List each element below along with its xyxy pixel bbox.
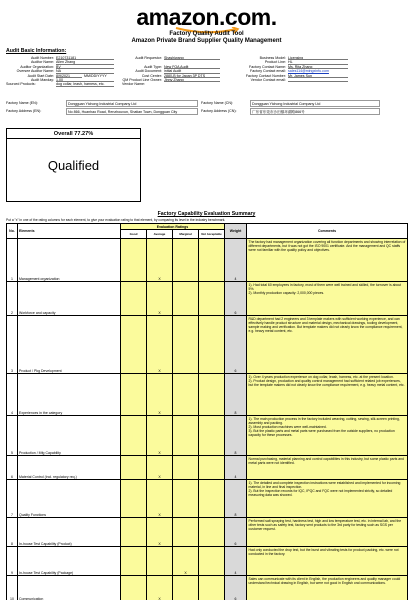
evaluation-note: Put a "x" in one of the rating columns for each element, to give your evaluation rating to that element, by comparing its level in the industry benchmark.: [6, 218, 226, 222]
rating-average-cell[interactable]: X: [147, 239, 173, 282]
row-element: Quality Functions: [18, 480, 121, 518]
rating-average-cell[interactable]: X: [147, 282, 173, 316]
info-value: NA: [56, 69, 114, 73]
row-element: Communication: [18, 576, 121, 600]
factory-address-en-label: Factory Address (EN):: [6, 109, 42, 113]
info-label: Audit Requestor:: [135, 56, 162, 60]
rating-na-cell[interactable]: [199, 374, 225, 416]
info-label: Auditor Organization:: [20, 64, 54, 69]
rating-na-cell[interactable]: [199, 416, 225, 456]
evaluation-title: Factory Capability Evaluation Summary: [157, 211, 256, 217]
info-value: initial Audit: [164, 69, 220, 73]
row-weight: 6: [225, 316, 247, 374]
header-comments: Comments: [247, 224, 408, 239]
row-number: 9: [7, 547, 18, 576]
row-element: Management organization: [18, 239, 121, 282]
rating-marginal-cell[interactable]: [173, 316, 199, 374]
rating-marginal-cell[interactable]: [173, 416, 199, 456]
rating-marginal-cell[interactable]: [173, 374, 199, 416]
header-good: Good: [121, 230, 147, 239]
row-comment[interactable]: 1). The detailed and complete inspection instructions were established and implemented for incoming material, in line and final inspection. 2). But the inspection records for IQC, IPQC and FQC were not implemented strictly, so detailed measuring data was showed.: [247, 480, 408, 518]
info-value: 2880-B for Japan 3P DTS: [164, 74, 220, 78]
rating-marginal-cell[interactable]: [173, 518, 199, 547]
rating-average-cell[interactable]: X: [147, 456, 173, 480]
factory-name-en: Dongguan Yichong Industrial Company Ltd: [66, 100, 198, 107]
rating-marginal-cell[interactable]: [173, 239, 199, 282]
factory-address-en: No 866, Huanhao Road, Renzhouxun, Shatian Town, Dongguan City: [66, 108, 198, 115]
table-row: [7, 518, 408, 547]
row-element: Workforce and capacity: [18, 282, 121, 316]
row-number: 5: [7, 416, 18, 456]
info-value: New FQA Audit: [164, 65, 220, 69]
row-comment[interactable]: 1). The main production process in the factory included weaving, cutting, sewing, silk-screen printing, assembly and packing. 2). Most production machines were well-maintained. 3). But the plastic parts and metal parts were purchased from the outside suppliers, no production capacity for these processes.: [247, 416, 408, 456]
row-comment[interactable]: The factory had management organization covering all function departments and showing interrelation of different departments, but it was not got the ISO 9001 certificate. And the management and QC staffs were not familiar with the quality policy and objectives.: [247, 239, 408, 282]
info-value: Jinny Zhang: [164, 78, 220, 82]
header-not-acceptable: Not Acceptable: [199, 230, 225, 239]
row-comment[interactable]: Sales can communicate with its client in English, the production engineers and quality manager could understand technical drawing in English, but were not good in English oral communications.: [247, 576, 408, 600]
basic-info-heading: Audit Basic Information:: [6, 48, 67, 54]
contact-email-link[interactable]: sales114@mingxinfu.com: [288, 69, 329, 74]
row-comment[interactable]: Performed salt spraying test, hardness test, high and low temperature test, etc. in internal lab, and the other tests such as safety test, factory sent products to the 3rd party for testing such as SGS per customer request.: [247, 518, 408, 547]
page-subtitle: Amazon Private Brand Supplier Quality Management: [131, 38, 282, 44]
rating-marginal-cell[interactable]: [173, 456, 199, 480]
rating-good-cell[interactable]: [121, 416, 147, 456]
info-value: dog collar, leash, harness, etc.: [56, 82, 114, 87]
info-value: E210731181: [56, 56, 114, 60]
overall-score: Overall 77.27%: [7, 129, 140, 139]
table-row: [7, 416, 408, 456]
row-weight: 4: [225, 547, 247, 576]
row-comment[interactable]: 1). Over 4 years production experience on dog collar, leash, harness, etc. at the present location. 2). Product design, production and quality control management had sufficient related job experiences, but the template makers did not clearly know the compliance requirement, e.g. heavy metal content, etc.: [247, 374, 408, 416]
info-value: HL: [288, 60, 348, 64]
info-value: [164, 82, 220, 87]
row-element: Product / Pkg Development: [18, 316, 121, 374]
rating-average-cell[interactable]: X: [147, 316, 173, 374]
rating-good-cell[interactable]: [121, 576, 147, 600]
row-weight: 8: [225, 374, 247, 416]
rating-good-cell[interactable]: [121, 374, 147, 416]
date-format-hint: MM/DD/YYYY: [84, 73, 107, 78]
info-label: Audit Start Date:: [27, 73, 54, 78]
rating-marginal-cell[interactable]: X: [173, 547, 199, 576]
info-label: Cost Center:: [141, 73, 162, 78]
row-number: 1: [7, 239, 18, 282]
info-value: Ms. Rita Zhang: [288, 65, 348, 69]
row-number: 7: [7, 480, 18, 518]
evaluation-table: [6, 223, 408, 600]
document-header: [0, 31, 413, 45]
info-label: Product Line:: [264, 60, 286, 65]
info-label: Auditor Name:: [31, 60, 54, 65]
info-value: Mr. James Sun: [288, 74, 348, 78]
row-weight: 6: [225, 282, 247, 316]
row-comment[interactable]: Normal purchasing, material planning and control capabilities in this industry, but some plastic parts and metal parts were not identified.: [247, 456, 408, 480]
row-weight: 6: [225, 518, 247, 547]
row-number: 6: [7, 456, 18, 480]
rating-na-cell[interactable]: [199, 282, 225, 316]
table-row: [7, 374, 408, 416]
row-weight: 4: [225, 239, 247, 282]
row-comment[interactable]: 1). Had total 60 employees in factory, most of them were well trained and skilled, the turnover is about 5%. 2). Monthly production capacity: 2,000,000 pieces.: [247, 282, 408, 316]
rating-marginal-cell[interactable]: [173, 282, 199, 316]
info-column-2: [118, 56, 220, 87]
info-column-3: [232, 56, 348, 82]
rating-good-cell[interactable]: [121, 316, 147, 374]
overall-result: Qualified: [47, 158, 100, 173]
row-number: 4: [7, 374, 18, 416]
row-weight: 8: [225, 416, 247, 456]
row-element: Material Control (incl. regulatory req.): [18, 456, 121, 480]
header-marginal: Marginal: [173, 230, 199, 239]
rating-good-cell[interactable]: [121, 456, 147, 480]
info-label: Audit Document:: [135, 69, 162, 74]
table-row: [7, 480, 408, 518]
row-comment[interactable]: R&D department had 2 engineers and 3 template makers with sufficient working experience, and can effectively handle product structure and material design, mechanical drawings, tooling development, sample making and verification. But template makers did not clearly know the compliance requirement, e.g. heavy metal content, etc.: [247, 316, 408, 374]
info-value: Licensing: [288, 56, 348, 60]
info-label: Sourced Products:: [6, 82, 36, 87]
table-row: [7, 456, 408, 480]
header-ratings: Evaluation Ratings: [121, 224, 225, 230]
info-value: 8/9/2021: [56, 74, 82, 78]
header-no: No.: [7, 224, 18, 239]
info-value: 1.00: [56, 78, 114, 82]
table-row: [7, 239, 408, 282]
info-value: [288, 78, 348, 82]
info-label: QM Product Line Owner:: [122, 77, 162, 82]
row-number: 2: [7, 282, 18, 316]
table-row: [7, 282, 408, 316]
row-number: 10: [7, 576, 18, 600]
rating-good-cell[interactable]: [121, 239, 147, 282]
factory-name-en-label: Factory Name (EN):: [6, 101, 38, 105]
header-average: Average: [147, 230, 173, 239]
rating-marginal-cell[interactable]: [173, 576, 199, 600]
row-weight: 6: [225, 576, 247, 600]
table-row: [7, 547, 408, 576]
rating-na-cell[interactable]: [199, 518, 225, 547]
info-label: Audit Manday:: [31, 77, 54, 82]
info-label: Factory Contact Name:: [249, 64, 286, 69]
info-label: Factory Contact Number:: [245, 73, 286, 78]
info-label: Oversee Auditor Name:: [16, 69, 54, 74]
factory-address-cn-label: Factory Address (CN):: [201, 109, 237, 113]
table-row: [7, 316, 408, 374]
overall-score-box: [6, 128, 141, 202]
row-element: Production / Mfg Capability: [18, 416, 121, 456]
rating-na-cell[interactable]: [199, 239, 225, 282]
rating-good-cell[interactable]: [121, 518, 147, 547]
info-label: Audit Number:: [31, 56, 54, 60]
rating-average-cell[interactable]: X: [147, 416, 173, 456]
rating-average-cell[interactable]: X: [147, 518, 173, 547]
factory-name-cn: Dongguan Yichong Industrial Company Ltd: [250, 100, 380, 107]
rating-good-cell[interactable]: [121, 547, 147, 576]
rating-na-cell[interactable]: [199, 316, 225, 374]
info-column-1: [6, 56, 114, 87]
rating-good-cell[interactable]: [121, 282, 147, 316]
row-weight: 8: [225, 480, 247, 518]
factory-address-cn: 广东省东莞市沙田镇环湖路866号: [250, 108, 380, 115]
info-label: Vendor Name:: [122, 82, 145, 87]
rating-average-cell[interactable]: X: [147, 576, 173, 600]
rating-na-cell[interactable]: [199, 480, 225, 518]
info-label: Audit Type:: [144, 64, 162, 69]
info-value: Allen Zhang: [56, 60, 114, 64]
row-number: 8: [7, 518, 18, 547]
factory-name-cn-label: Factory Name (CN):: [201, 101, 234, 105]
rating-average-cell[interactable]: [147, 547, 173, 576]
info-value: BV: [56, 65, 114, 69]
row-element: Experiences in the category: [18, 374, 121, 416]
logo-text: amazon.com.: [136, 4, 277, 30]
rating-na-cell[interactable]: [199, 576, 225, 600]
rating-good-cell[interactable]: [121, 480, 147, 518]
rating-na-cell[interactable]: [199, 456, 225, 480]
rating-average-cell[interactable]: X: [147, 480, 173, 518]
rating-na-cell[interactable]: [199, 547, 225, 576]
rating-average-cell[interactable]: X: [147, 374, 173, 416]
factory-info: [6, 98, 380, 116]
page-title: Factory Quality Audit Tool: [169, 31, 244, 37]
table-row: [7, 576, 408, 600]
header-elements: Elements: [18, 224, 121, 239]
row-element: In-house Test Capability (Product): [18, 518, 121, 547]
row-number: 3: [7, 316, 18, 374]
info-label: Vendor Contact email:: [250, 77, 286, 82]
row-comment[interactable]: Had only conducted the drop test, but the burst and vibrating tests for product packing, etc. were not conducted in the factory.: [247, 547, 408, 576]
rating-marginal-cell[interactable]: [173, 480, 199, 518]
row-weight: 4: [225, 456, 247, 480]
row-element: In-house Test Capability (Package): [18, 547, 121, 576]
info-label: Business Model:: [259, 56, 286, 60]
info-value: Shashiwang: [164, 56, 220, 60]
info-label: Factory Contact email:: [250, 69, 286, 74]
header-weight: Weight: [225, 224, 247, 239]
